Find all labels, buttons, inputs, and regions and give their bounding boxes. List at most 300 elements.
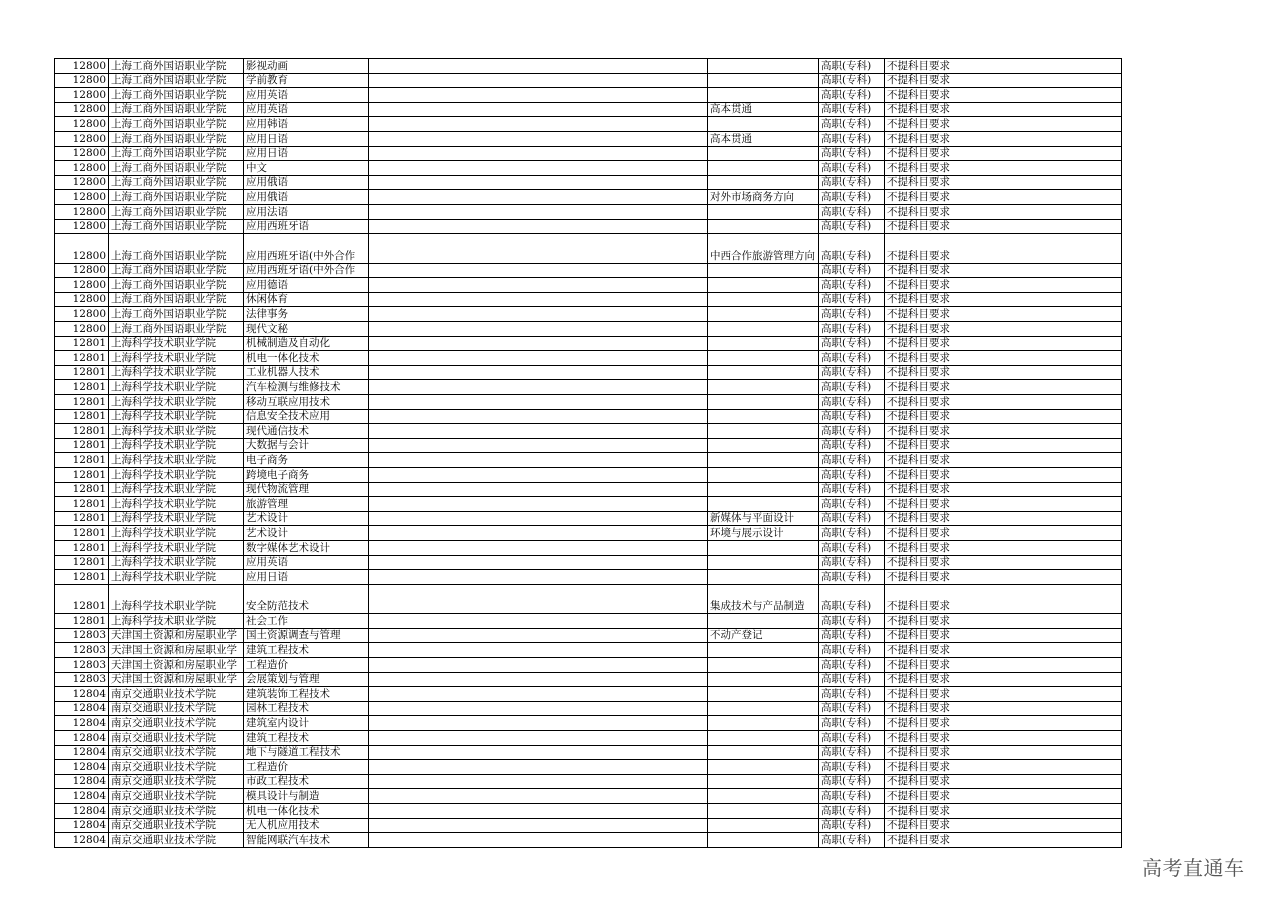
school-name-cell: 上海科学技术职业学院 — [109, 351, 244, 366]
note-cell — [708, 467, 819, 482]
major-name-cell: 现代文秘 — [244, 322, 369, 337]
note-cell — [708, 745, 819, 760]
note-cell: 新媒体与平面设计 — [708, 511, 819, 526]
table-row — [55, 511, 1122, 526]
level-cell: 高职(专科) — [819, 789, 885, 804]
level-cell: 高职(专科) — [819, 424, 885, 439]
requirement-cell: 不提科目要求 — [885, 322, 1122, 337]
requirement-cell: 不提科目要求 — [885, 818, 1122, 833]
school-name-cell: 南京交通职业技术学院 — [109, 833, 244, 848]
school-code-cell: 12804 — [55, 687, 109, 702]
requirement-cell: 不提科目要求 — [885, 161, 1122, 176]
school-code-cell: 12804 — [55, 789, 109, 804]
blank-cell — [369, 322, 708, 337]
table-row — [55, 482, 1122, 497]
level-cell: 高职(专科) — [819, 628, 885, 643]
level-cell: 高职(专科) — [819, 657, 885, 672]
school-code-cell: 12800 — [55, 131, 109, 146]
blank-cell — [369, 234, 708, 264]
blank-cell — [369, 628, 708, 643]
requirement-cell: 不提科目要求 — [885, 336, 1122, 351]
note-cell — [708, 146, 819, 161]
major-name-cell: 信息安全技术应用 — [244, 409, 369, 424]
blank-cell — [369, 278, 708, 293]
blank-cell — [369, 614, 708, 629]
blank-cell — [369, 204, 708, 219]
school-code-cell: 12804 — [55, 701, 109, 716]
level-cell: 高职(专科) — [819, 322, 885, 337]
school-code-cell: 12800 — [55, 190, 109, 205]
school-code-cell: 12801 — [55, 511, 109, 526]
level-cell: 高职(专科) — [819, 672, 885, 687]
school-code-cell: 12801 — [55, 467, 109, 482]
table-row — [55, 687, 1122, 702]
level-cell: 高职(专科) — [819, 278, 885, 293]
blank-cell — [369, 672, 708, 687]
school-name-cell: 上海科学技术职业学院 — [109, 409, 244, 424]
school-code-cell: 12800 — [55, 146, 109, 161]
school-code-cell: 12800 — [55, 278, 109, 293]
blank-cell — [369, 88, 708, 103]
requirement-cell: 不提科目要求 — [885, 394, 1122, 409]
level-cell: 高职(专科) — [819, 409, 885, 424]
requirement-cell: 不提科目要求 — [885, 219, 1122, 234]
level-cell: 高职(专科) — [819, 117, 885, 132]
note-cell — [708, 672, 819, 687]
requirement-cell: 不提科目要求 — [885, 701, 1122, 716]
blank-cell — [369, 570, 708, 585]
table-row — [55, 161, 1122, 176]
major-name-cell: 学前教育 — [244, 73, 369, 88]
blank-cell — [369, 380, 708, 395]
school-name-cell: 上海科学技术职业学院 — [109, 511, 244, 526]
school-name-cell: 天津国土资源和房屋职业学 — [109, 657, 244, 672]
major-name-cell: 应用俄语 — [244, 190, 369, 205]
note-cell — [708, 482, 819, 497]
note-cell — [708, 117, 819, 132]
school-code-cell: 12800 — [55, 161, 109, 176]
blank-cell — [369, 190, 708, 205]
school-name-cell: 上海科学技术职业学院 — [109, 540, 244, 555]
major-name-cell: 应用英语 — [244, 555, 369, 570]
requirement-cell: 不提科目要求 — [885, 453, 1122, 468]
level-cell: 高职(专科) — [819, 292, 885, 307]
school-name-cell: 上海工商外国语职业学院 — [109, 131, 244, 146]
school-name-cell: 上海科学技术职业学院 — [109, 424, 244, 439]
table-row — [55, 424, 1122, 439]
major-name-cell: 机电一体化技术 — [244, 351, 369, 366]
school-name-cell: 上海科学技术职业学院 — [109, 394, 244, 409]
table-row — [55, 643, 1122, 658]
level-cell: 高职(专科) — [819, 131, 885, 146]
school-name-cell: 上海科学技术职业学院 — [109, 336, 244, 351]
table-row — [55, 336, 1122, 351]
note-cell: 环境与展示设计 — [708, 526, 819, 541]
level-cell: 高职(专科) — [819, 584, 885, 614]
level-cell: 高职(专科) — [819, 570, 885, 585]
requirement-cell: 不提科目要求 — [885, 482, 1122, 497]
requirement-cell: 不提科目要求 — [885, 628, 1122, 643]
table-row — [55, 701, 1122, 716]
major-name-cell: 机电一体化技术 — [244, 803, 369, 818]
level-cell: 高职(专科) — [819, 614, 885, 629]
note-cell — [708, 394, 819, 409]
table-row — [55, 614, 1122, 629]
note-cell — [708, 322, 819, 337]
major-name-cell: 旅游管理 — [244, 497, 369, 512]
table-row — [55, 190, 1122, 205]
major-name-cell: 应用英语 — [244, 102, 369, 117]
major-name-cell: 应用西班牙语(中外合作 — [244, 234, 369, 264]
school-code-cell: 12800 — [55, 292, 109, 307]
school-code-cell: 12801 — [55, 497, 109, 512]
major-name-cell: 应用日语 — [244, 131, 369, 146]
level-cell: 高职(专科) — [819, 555, 885, 570]
school-name-cell: 上海科学技术职业学院 — [109, 482, 244, 497]
note-cell — [708, 204, 819, 219]
blank-cell — [369, 292, 708, 307]
major-name-cell: 建筑室内设计 — [244, 716, 369, 731]
level-cell: 高职(专科) — [819, 307, 885, 322]
major-name-cell: 地下与隧道工程技术 — [244, 745, 369, 760]
requirement-cell: 不提科目要求 — [885, 540, 1122, 555]
major-name-cell: 数字媒体艺术设计 — [244, 540, 369, 555]
level-cell: 高职(专科) — [819, 467, 885, 482]
blank-cell — [369, 175, 708, 190]
note-cell — [708, 716, 819, 731]
blank-cell — [369, 409, 708, 424]
major-name-cell: 应用德语 — [244, 278, 369, 293]
requirement-cell: 不提科目要求 — [885, 117, 1122, 132]
level-cell: 高职(专科) — [819, 88, 885, 103]
blank-cell — [369, 643, 708, 658]
note-cell — [708, 380, 819, 395]
requirement-cell: 不提科目要求 — [885, 657, 1122, 672]
note-cell — [708, 730, 819, 745]
major-name-cell: 大数据与会计 — [244, 438, 369, 453]
requirement-cell: 不提科目要求 — [885, 643, 1122, 658]
school-name-cell: 南京交通职业技术学院 — [109, 745, 244, 760]
table-row — [55, 584, 1122, 614]
requirement-cell: 不提科目要求 — [885, 745, 1122, 760]
requirement-cell: 不提科目要求 — [885, 146, 1122, 161]
note-cell: 集成技术与产品制造 — [708, 584, 819, 614]
blank-cell — [369, 526, 708, 541]
blank-cell — [369, 131, 708, 146]
note-cell — [708, 161, 819, 176]
level-cell: 高职(专科) — [819, 643, 885, 658]
level-cell: 高职(专科) — [819, 59, 885, 74]
school-name-cell: 上海工商外国语职业学院 — [109, 161, 244, 176]
school-name-cell: 南京交通职业技术学院 — [109, 760, 244, 775]
school-code-cell: 12800 — [55, 263, 109, 278]
major-name-cell: 应用西班牙语 — [244, 219, 369, 234]
major-name-cell: 移动互联应用技术 — [244, 394, 369, 409]
level-cell: 高职(专科) — [819, 497, 885, 512]
requirement-cell: 不提科目要求 — [885, 614, 1122, 629]
table-row — [55, 730, 1122, 745]
school-code-cell: 12801 — [55, 555, 109, 570]
school-code-cell: 12800 — [55, 175, 109, 190]
major-name-cell: 建筑装饰工程技术 — [244, 687, 369, 702]
table-row — [55, 438, 1122, 453]
school-code-cell: 12804 — [55, 803, 109, 818]
school-name-cell: 南京交通职业技术学院 — [109, 818, 244, 833]
school-code-cell: 12800 — [55, 307, 109, 322]
table-row — [55, 555, 1122, 570]
school-name-cell: 上海工商外国语职业学院 — [109, 292, 244, 307]
requirement-cell: 不提科目要求 — [885, 672, 1122, 687]
note-cell — [708, 818, 819, 833]
requirement-cell: 不提科目要求 — [885, 570, 1122, 585]
major-name-cell: 建筑工程技术 — [244, 643, 369, 658]
school-code-cell: 12801 — [55, 570, 109, 585]
note-cell — [708, 351, 819, 366]
school-code-cell: 12800 — [55, 59, 109, 74]
requirement-cell: 不提科目要求 — [885, 511, 1122, 526]
school-name-cell: 天津国土资源和房屋职业学 — [109, 672, 244, 687]
requirement-cell: 不提科目要求 — [885, 73, 1122, 88]
level-cell: 高职(专科) — [819, 818, 885, 833]
table-row — [55, 278, 1122, 293]
school-code-cell: 12801 — [55, 380, 109, 395]
note-cell — [708, 701, 819, 716]
blank-cell — [369, 102, 708, 117]
school-name-cell: 上海工商外国语职业学院 — [109, 307, 244, 322]
table-row — [55, 263, 1122, 278]
blank-cell — [369, 730, 708, 745]
level-cell: 高职(专科) — [819, 161, 885, 176]
level-cell: 高职(专科) — [819, 204, 885, 219]
note-cell — [708, 789, 819, 804]
table-row — [55, 394, 1122, 409]
school-code-cell: 12801 — [55, 409, 109, 424]
note-cell — [708, 409, 819, 424]
school-name-cell: 南京交通职业技术学院 — [109, 803, 244, 818]
level-cell: 高职(专科) — [819, 175, 885, 190]
requirement-cell: 不提科目要求 — [885, 409, 1122, 424]
table-row — [55, 497, 1122, 512]
level-cell: 高职(专科) — [819, 760, 885, 775]
requirement-cell: 不提科目要求 — [885, 380, 1122, 395]
requirement-cell: 不提科目要求 — [885, 803, 1122, 818]
school-name-cell: 南京交通职业技术学院 — [109, 701, 244, 716]
school-code-cell: 12803 — [55, 628, 109, 643]
note-cell — [708, 59, 819, 74]
major-name-cell: 会展策划与管理 — [244, 672, 369, 687]
level-cell: 高职(专科) — [819, 234, 885, 264]
blank-cell — [369, 59, 708, 74]
blank-cell — [369, 424, 708, 439]
table-row — [55, 628, 1122, 643]
blank-cell — [369, 818, 708, 833]
table-row — [55, 351, 1122, 366]
level-cell: 高职(专科) — [819, 146, 885, 161]
enrollment-table — [54, 58, 1122, 848]
note-cell — [708, 365, 819, 380]
school-name-cell: 上海工商外国语职业学院 — [109, 88, 244, 103]
note-cell — [708, 292, 819, 307]
requirement-cell: 不提科目要求 — [885, 716, 1122, 731]
note-cell: 高本贯通 — [708, 102, 819, 117]
school-code-cell: 12804 — [55, 818, 109, 833]
school-code-cell: 12804 — [55, 774, 109, 789]
table-row — [55, 365, 1122, 380]
blank-cell — [369, 117, 708, 132]
school-name-cell: 南京交通职业技术学院 — [109, 789, 244, 804]
level-cell: 高职(专科) — [819, 219, 885, 234]
level-cell: 高职(专科) — [819, 453, 885, 468]
table-row — [55, 657, 1122, 672]
school-code-cell: 12804 — [55, 716, 109, 731]
major-name-cell: 市政工程技术 — [244, 774, 369, 789]
level-cell: 高职(专科) — [819, 438, 885, 453]
school-name-cell: 上海工商外国语职业学院 — [109, 190, 244, 205]
requirement-cell: 不提科目要求 — [885, 526, 1122, 541]
major-name-cell: 应用西班牙语(中外合作 — [244, 263, 369, 278]
blank-cell — [369, 701, 708, 716]
blank-cell — [369, 687, 708, 702]
school-code-cell: 12801 — [55, 614, 109, 629]
major-name-cell: 智能网联汽车技术 — [244, 833, 369, 848]
school-name-cell: 上海工商外国语职业学院 — [109, 322, 244, 337]
table-row — [55, 803, 1122, 818]
school-name-cell: 上海科学技术职业学院 — [109, 380, 244, 395]
major-name-cell: 现代通信技术 — [244, 424, 369, 439]
school-code-cell: 12804 — [55, 833, 109, 848]
requirement-cell: 不提科目要求 — [885, 351, 1122, 366]
requirement-cell: 不提科目要求 — [885, 234, 1122, 264]
table-row — [55, 526, 1122, 541]
major-name-cell: 跨境电子商务 — [244, 467, 369, 482]
school-code-cell: 12801 — [55, 438, 109, 453]
table-row — [55, 73, 1122, 88]
school-code-cell: 12801 — [55, 336, 109, 351]
requirement-cell: 不提科目要求 — [885, 263, 1122, 278]
major-name-cell: 电子商务 — [244, 453, 369, 468]
table-row — [55, 453, 1122, 468]
level-cell: 高职(专科) — [819, 833, 885, 848]
school-name-cell: 南京交通职业技术学院 — [109, 716, 244, 731]
table-row — [55, 322, 1122, 337]
school-name-cell: 上海科学技术职业学院 — [109, 584, 244, 614]
blank-cell — [369, 833, 708, 848]
school-name-cell: 上海工商外国语职业学院 — [109, 219, 244, 234]
school-code-cell: 12800 — [55, 73, 109, 88]
requirement-cell: 不提科目要求 — [885, 175, 1122, 190]
table-row — [55, 716, 1122, 731]
note-cell — [708, 497, 819, 512]
major-name-cell: 工程造价 — [244, 657, 369, 672]
school-code-cell: 12803 — [55, 657, 109, 672]
school-name-cell: 上海科学技术职业学院 — [109, 497, 244, 512]
table-row — [55, 570, 1122, 585]
school-code-cell: 12801 — [55, 540, 109, 555]
school-name-cell: 上海科学技术职业学院 — [109, 365, 244, 380]
school-name-cell: 上海工商外国语职业学院 — [109, 117, 244, 132]
note-cell: 高本贯通 — [708, 131, 819, 146]
school-code-cell: 12801 — [55, 365, 109, 380]
school-name-cell: 上海工商外国语职业学院 — [109, 263, 244, 278]
table-row — [55, 774, 1122, 789]
major-name-cell: 无人机应用技术 — [244, 818, 369, 833]
requirement-cell: 不提科目要求 — [885, 131, 1122, 146]
major-name-cell: 汽车检测与维修技术 — [244, 380, 369, 395]
blank-cell — [369, 774, 708, 789]
requirement-cell: 不提科目要求 — [885, 102, 1122, 117]
level-cell: 高职(专科) — [819, 730, 885, 745]
requirement-cell: 不提科目要求 — [885, 438, 1122, 453]
school-name-cell: 南京交通职业技术学院 — [109, 730, 244, 745]
note-cell — [708, 555, 819, 570]
school-code-cell: 12800 — [55, 102, 109, 117]
blank-cell — [369, 540, 708, 555]
school-code-cell: 12800 — [55, 234, 109, 264]
level-cell: 高职(专科) — [819, 803, 885, 818]
major-name-cell: 工业机器人技术 — [244, 365, 369, 380]
requirement-cell: 不提科目要求 — [885, 424, 1122, 439]
level-cell: 高职(专科) — [819, 102, 885, 117]
table-row — [55, 760, 1122, 775]
table-row — [55, 219, 1122, 234]
school-name-cell: 天津国土资源和房屋职业学 — [109, 628, 244, 643]
school-name-cell: 上海工商外国语职业学院 — [109, 278, 244, 293]
note-cell — [708, 219, 819, 234]
note-cell — [708, 263, 819, 278]
blank-cell — [369, 161, 708, 176]
table-row — [55, 789, 1122, 804]
school-name-cell: 上海工商外国语职业学院 — [109, 234, 244, 264]
requirement-cell: 不提科目要求 — [885, 467, 1122, 482]
blank-cell — [369, 365, 708, 380]
level-cell: 高职(专科) — [819, 263, 885, 278]
note-cell — [708, 803, 819, 818]
note-cell: 不动产登记 — [708, 628, 819, 643]
major-name-cell: 模具设计与制造 — [244, 789, 369, 804]
major-name-cell: 园林工程技术 — [244, 701, 369, 716]
blank-cell — [369, 555, 708, 570]
note-cell: 对外市场商务方向 — [708, 190, 819, 205]
major-name-cell: 安全防范技术 — [244, 584, 369, 614]
table-row — [55, 307, 1122, 322]
table-row — [55, 175, 1122, 190]
note-cell — [708, 614, 819, 629]
major-name-cell: 应用日语 — [244, 570, 369, 585]
note-cell: 中西合作旅游管理方向 — [708, 234, 819, 264]
blank-cell — [369, 146, 708, 161]
school-name-cell: 上海科学技术职业学院 — [109, 555, 244, 570]
table-row — [55, 467, 1122, 482]
note-cell — [708, 643, 819, 658]
note-cell — [708, 570, 819, 585]
table-row — [55, 409, 1122, 424]
school-name-cell: 上海工商外国语职业学院 — [109, 175, 244, 190]
table-row — [55, 88, 1122, 103]
blank-cell — [369, 745, 708, 760]
blank-cell — [369, 453, 708, 468]
note-cell — [708, 278, 819, 293]
school-name-cell: 上海科学技术职业学院 — [109, 453, 244, 468]
requirement-cell: 不提科目要求 — [885, 88, 1122, 103]
note-cell — [708, 336, 819, 351]
blank-cell — [369, 789, 708, 804]
major-name-cell: 应用日语 — [244, 146, 369, 161]
level-cell: 高职(专科) — [819, 701, 885, 716]
school-code-cell: 12801 — [55, 394, 109, 409]
major-name-cell: 应用英语 — [244, 88, 369, 103]
requirement-cell: 不提科目要求 — [885, 190, 1122, 205]
school-name-cell: 上海工商外国语职业学院 — [109, 102, 244, 117]
